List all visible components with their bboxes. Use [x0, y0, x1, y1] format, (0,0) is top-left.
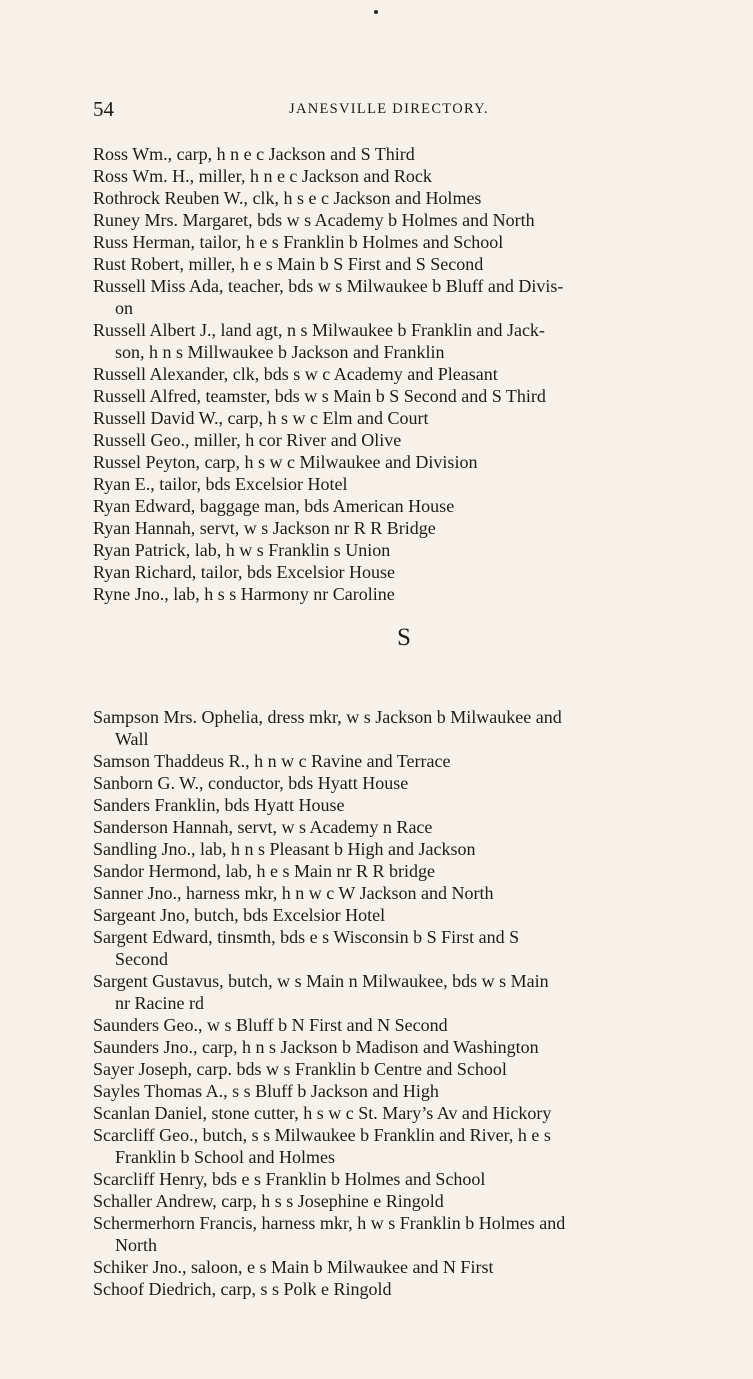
entry-line: Sandling Jno., lab, h n s Pleasant b High and Jackson — [93, 839, 476, 859]
entry-continuation: nr Racine rd — [115, 993, 204, 1013]
directory-entry — [93, 882, 716, 904]
directory-entry — [93, 816, 716, 838]
entry-line: Sanders Franklin, bds Hyatt House — [93, 795, 345, 815]
entry-line: Samson Thaddeus R., h n w c Ravine and Terrace — [93, 751, 451, 771]
directory-entry — [93, 926, 716, 970]
entry-line: Ryan Richard, tailor, bds Excelsior House — [93, 562, 395, 582]
directory-entry — [93, 838, 716, 860]
section-heading-s: S — [397, 624, 411, 651]
entry-line: Ross Wm. H., miller, h n e c Jackson and Rock — [93, 166, 432, 186]
entry-line: Scarcliff Geo., butch, s s Milwaukee b Franklin and River, h e s — [93, 1125, 551, 1145]
entry-line: Rothrock Reuben W., clk, h s e c Jackson and Holmes — [93, 188, 482, 208]
entry-line: Sampson Mrs. Ophelia, dress mkr, w s Jackson b Milwaukee and — [93, 707, 562, 727]
directory-entry — [93, 1080, 716, 1102]
entry-line: Russell Geo., miller, h cor River and Olive — [93, 430, 402, 450]
entry-line: Scanlan Daniel, stone cutter, h s w c St. Mary’s Av and Hickory — [93, 1103, 552, 1123]
directory-entry — [93, 473, 716, 495]
entry-line: Sargent Gustavus, butch, w s Main n Milwaukee, bds w s Main — [93, 971, 549, 991]
entry-line: Sanderson Hannah, servt, w s Academy n Race — [93, 817, 433, 837]
entry-line: Sandor Hermond, lab, h e s Main nr R R bridge — [93, 861, 435, 881]
entry-line: Schoof Diedrich, carp, s s Polk e Ringold — [93, 1279, 392, 1299]
directory-entry — [93, 750, 716, 772]
entry-line: Russell Alexander, clk, bds s w c Academy and Pleasant — [93, 364, 498, 384]
directory-entry — [93, 1036, 716, 1058]
entry-line: Sargent Edward, tinsmth, bds e s Wisconsin b S First and S — [93, 927, 520, 947]
directory-entry — [93, 1212, 716, 1256]
directory-entry — [93, 561, 716, 583]
entries-s-list — [93, 706, 716, 1300]
directory-entry — [93, 363, 716, 385]
directory-entry — [93, 794, 716, 816]
entry-line: Scarcliff Henry, bds e s Franklin b Holmes and School — [93, 1169, 486, 1189]
entry-line: Russel Peyton, carp, h s w c Milwaukee and Division — [93, 452, 478, 472]
entry-line: Rust Robert, miller, h e s Main b S First and S Second — [93, 254, 484, 274]
directory-entry — [93, 904, 716, 926]
directory-entry — [93, 970, 716, 1014]
entry-line: Schermerhorn Francis, harness mkr, h w s Franklin b Holmes and — [93, 1213, 566, 1233]
directory-entry — [93, 187, 716, 209]
directory-entry — [93, 451, 716, 473]
directory-entry — [93, 1190, 716, 1212]
directory-entry — [93, 385, 716, 407]
directory-entry — [93, 1256, 716, 1278]
directory-entry — [93, 319, 716, 363]
entry-line: Russell David W., carp, h s w c Elm and Court — [93, 408, 429, 428]
directory-entry — [93, 407, 716, 429]
directory-entry — [93, 143, 716, 165]
entry-line: Russ Herman, tailor, h e s Franklin b Holmes and School — [93, 232, 504, 252]
directory-entry — [93, 539, 716, 561]
directory-entry — [93, 1014, 716, 1036]
entry-line: Russell Alfred, teamster, bds w s Main b S Second and S Third — [93, 386, 546, 406]
entry-line: Schiker Jno., saloon, e s Main b Milwaukee and N First — [93, 1257, 494, 1277]
directory-entry — [93, 860, 716, 882]
entry-line: Runey Mrs. Margaret, bds w s Academy b Holmes and North — [93, 210, 535, 230]
page-number: 54 — [93, 97, 114, 121]
directory-entry — [93, 772, 716, 794]
entry-line: Saunders Geo., w s Bluff b N First and N Second — [93, 1015, 448, 1035]
entry-line: Ryan Hannah, servt, w s Jackson nr R R Bridge — [93, 518, 436, 538]
entry-line: Ryan Patrick, lab, h w s Franklin s Union — [93, 540, 391, 560]
entry-continuation: on — [115, 298, 133, 318]
entry-line: Sayer Joseph, carp. bds w s Franklin b Centre and School — [93, 1059, 507, 1079]
entry-line: Sargeant Jno, butch, bds Excelsior Hotel — [93, 905, 386, 925]
directory-entry — [93, 275, 716, 319]
directory-entry — [93, 583, 716, 605]
directory-entry — [93, 231, 716, 253]
directory-entry — [93, 429, 716, 451]
entry-continuation: son, h n s Millwaukee b Jackson and Franklin — [115, 342, 445, 362]
entry-line: Ryan E., tailor, bds Excelsior Hotel — [93, 474, 348, 494]
entry-continuation: Second — [115, 949, 168, 969]
entry-line: Sayles Thomas A., s s Bluff b Jackson and High — [93, 1081, 439, 1101]
running-head: JANESVILLE DIRECTORY. — [289, 101, 489, 117]
entry-line: Saunders Jno., carp, h n s Jackson b Madison and Washington — [93, 1037, 539, 1057]
entry-continuation: North — [115, 1235, 157, 1255]
entries-r-list — [93, 143, 716, 605]
entry-continuation: Wall — [115, 729, 149, 749]
directory-entry — [93, 209, 716, 231]
entry-line: Ryan Edward, baggage man, bds American House — [93, 496, 455, 516]
entry-line: Sanner Jno., harness mkr, h n w c W Jackson and North — [93, 883, 494, 903]
ink-speck — [374, 10, 378, 14]
directory-entry — [93, 1278, 716, 1300]
entry-line: Schaller Andrew, carp, h s s Josephine e Ringold — [93, 1191, 444, 1211]
entry-line: Russell Albert J., land agt, n s Milwaukee b Franklin and Jack- — [93, 320, 545, 340]
directory-entry — [93, 1058, 716, 1080]
entry-line: Ryne Jno., lab, h s s Harmony nr Caroline — [93, 584, 395, 604]
directory-entry — [93, 1102, 716, 1124]
entry-continuation: Franklin b School and Holmes — [115, 1147, 335, 1167]
entry-line: Russell Miss Ada, teacher, bds w s Milwaukee b Bluff and Divis- — [93, 276, 564, 296]
directory-entry — [93, 165, 716, 187]
directory-entry — [93, 1124, 716, 1168]
entry-line: Ross Wm., carp, h n e c Jackson and S Third — [93, 144, 415, 164]
directory-entry — [93, 706, 716, 750]
directory-entry — [93, 517, 716, 539]
directory-entry — [93, 253, 716, 275]
page-header — [93, 97, 653, 129]
entry-line: Sanborn G. W., conductor, bds Hyatt House — [93, 773, 409, 793]
directory-entry — [93, 495, 716, 517]
directory-entry — [93, 1168, 716, 1190]
